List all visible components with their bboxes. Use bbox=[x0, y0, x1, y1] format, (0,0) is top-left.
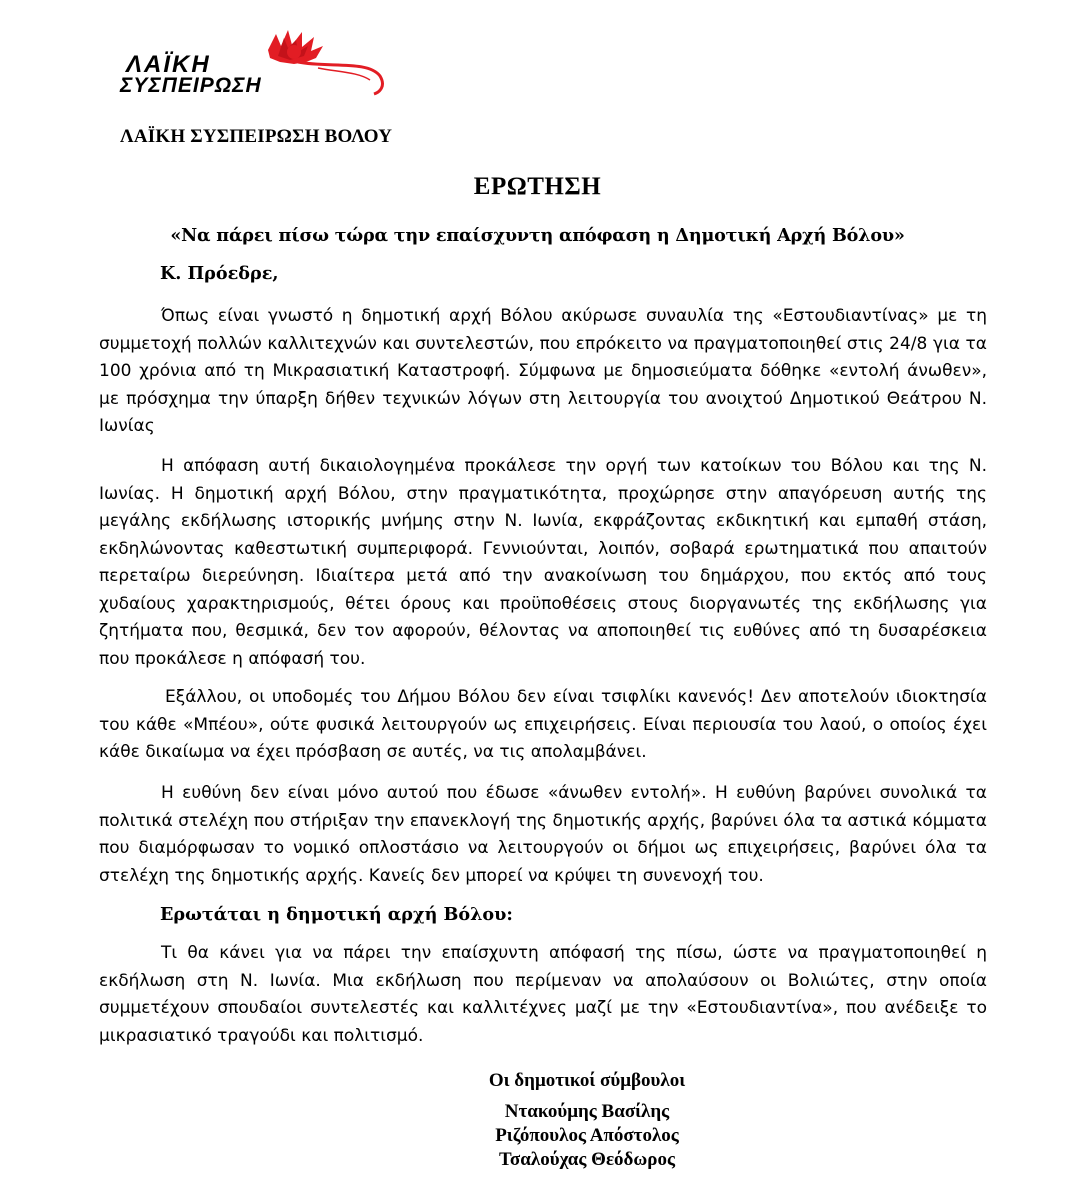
signer-name: Ριζόπουλος Απόστολος bbox=[495, 1125, 679, 1146]
logo-graphic bbox=[118, 28, 390, 100]
signature-heading: Οι δημοτικοί σύμβουλοι bbox=[488, 1070, 686, 1091]
paragraph-1: Όπως είναι γνωστό η δημοτική αρχή Βόλου ακύρωσε συναυλία της «Εστουδιαντίνας» με τη συμμετοχή πολλών καλλιτεχνών και συντελεστών, που επρόκειτο να πραγματοποιηθεί στις 24/8 για τα 100 χρόνια από τη Μικρασιατική Καταστροφή. Σύμφωνα με δημοσιεύματα δόθηκε «εντολή άνωθεν», με πρόσχημα την ύπαρξη δήθεν τεχνικών λόγων στη λειτουργία του ανοιχτού Δημοτικού Θεάτρου Ν. Ιωνίας bbox=[99, 306, 987, 436]
carnation-icon bbox=[268, 30, 382, 94]
document-subtitle: «Να πάρει πίσω τώρα την επαίσχυντη απόφαση η Δημοτική Αρχή Βόλου» bbox=[170, 225, 905, 246]
paragraph-3: Εξάλλου, οι υποδομές του Δήμου Βόλου δεν είναι τσιφλίκι κανενός! Δεν αποτελούν ιδιοκτησία του κάθε «Μπέου», ούτε φυσικά λειτουργούν ως επιχειρήσεις. Είναι περιουσία του λαού, ο οποίος έχει κάθε δικαίωμα να έχει πρόσβαση σε αυτές, να τις απολαμβάνει. bbox=[99, 687, 987, 762]
document-title: ΕΡΩΤΗΣΗ bbox=[473, 173, 602, 200]
paragraph-4: Η ευθύνη δεν είναι μόνο αυτού που έδωσε «άνωθεν εντολή». Η ευθύνη βαρύνει συνολικά τα πολιτικά στελέχη που στήριξαν την επανεκλογή της δημοτικής αρχής, βαρύνει όλα τα αστικά κόμματα που διαμόρφωσαν το νομικό οπλοστάσιο να λειτουργούν οι δήμοι ως επιχειρήσεις, βαρύνει όλα τα στελέχη της δημοτικής αρχής. Κανείς δεν μπορεί να κρύψει τη συνενοχή του. bbox=[99, 783, 987, 886]
paragraph-2: Η απόφαση αυτή δικαιολογημένα προκάλεσε την οργή των κατοίκων του Βόλου και της Ν. Ιωνίας. Η δημοτική αρχή Βόλου, στην πραγματικότητα, προχώρησε στην απαγόρευση αυτής της μεγάλης εκδήλωσης ιστορικής μνήμης στην Ν. Ιωνία, εκφράζοντας εκδικητική και εμπαθή στάση, εκδηλώνοντας καθεστωτική συμπεριφορά. Γεννιούνται, λοιπόν, σοβαρά ερωτηματικά που απαιτούν περεταίρω διερεύνηση. Ιδιαίτερα μετά από την ανακοίνωση του δημάρχου, που εκτός από τους χυδαίους χαρακτηρισμούς, θέτει όρους και προϋποθέσεις στους διοργανωτές της εκδήλωσης για ζητήματα που, θεσμικά, δεν τον αφορούν, θέλοντας να αποποιηθεί τις ευθύνες από τη δυσαρέσκεια που προκάλεσε η απόφασή του. bbox=[99, 456, 987, 669]
logo-line2: ΣΥΣΠΕΙΡΩΣΗ bbox=[120, 74, 262, 97]
salutation: Κ. Πρόεδρε, bbox=[160, 263, 279, 284]
party-logo bbox=[118, 28, 390, 100]
logo-line1: ΛΑΪΚΗ bbox=[126, 51, 211, 78]
signature-block bbox=[400, 1068, 774, 1172]
signer-name: Τσαλούχας Θεόδωρος bbox=[498, 1149, 675, 1170]
question-heading: Ερωτάται η δημοτική αρχή Βόλου: bbox=[160, 904, 513, 925]
signer-name: Ντακούμης Βασίλης bbox=[504, 1101, 670, 1122]
paragraph-5: Τι θα κάνει για να πάρει την επαίσχυντη απόφασή της πίσω, ώστε να πραγματοποιηθεί η εκδήλωση στη Ν. Ιωνία. Μια εκδήλωση που περίμεναν να απολαύσουν οι Βολιώτες, στην οποία συμμετέχουν σπουδαίοι συντελεστές και καλλιτέχνες μαζί με την «Εστουδιαντίνα», που ανέδειξε το μικρασιατικό τραγούδι και πολιτισμό. bbox=[99, 943, 987, 1046]
organization-name: ΛΑΪΚΗ ΣΥΣΠΕΙΡΩΣΗ ΒΟΛΟΥ bbox=[120, 126, 393, 147]
